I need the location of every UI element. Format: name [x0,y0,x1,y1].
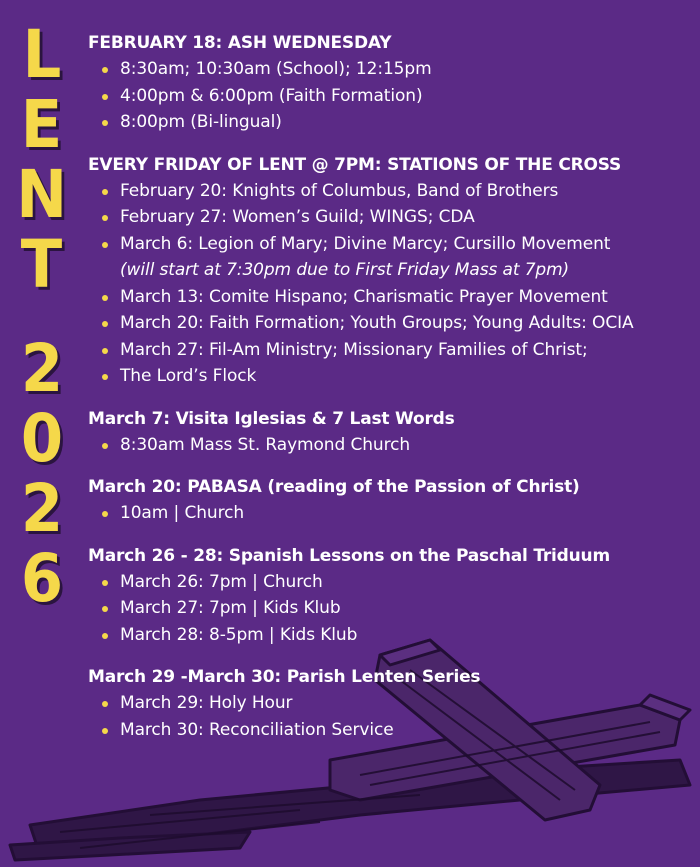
title-letter: N [16,156,68,233]
section-spanish-lessons [88,543,670,649]
title-letter: E [21,86,63,163]
item-list [88,690,670,743]
list-item-note: (will start at 7:30pm due to First Friday Mass at 7pm) [120,260,570,280]
list-item: 8:30am Mass St. Raymond Church [88,432,670,459]
title-letter: T [21,226,63,303]
section-heading: FEBRUARY 18: ASH WEDNESDAY [88,33,392,53]
section-heading: March 20: PABASA (reading of the Passion of Christ) [88,477,580,497]
list-item: March 27: Fil-Am Ministry; Missionary Families of Christ; [88,337,670,364]
item-list [88,500,670,527]
list-item: March 13: Comite Hispano; Charismatic Prayer Movement [88,284,670,311]
list-item: March 20: Faith Formation; Youth Groups; Young Adults: OCIA [88,310,670,337]
item-list [88,432,670,459]
list-item: March 28: 8-5pm | Kids Klub [88,622,670,649]
list-item: February 27: Women’s Guild; WINGS; CDA [88,204,670,231]
list-item [88,231,670,284]
section-pabasa [88,474,670,527]
list-item-text: March 6: Legion of Mary; Divine Marcy; Cursillo Movement [120,233,611,254]
item-list [88,178,670,390]
title-letter: 6 [20,540,64,617]
title-letter: L [22,16,62,93]
item-list [88,569,670,649]
list-item: 4:00pm & 6:00pm (Faith Formation) [88,83,670,110]
section-ash-wednesday [88,30,670,136]
title-letter: 2 [20,330,64,407]
lent-schedule [88,30,670,759]
section-stations-of-the-cross [88,152,670,390]
list-item: March 30: Reconciliation Service [88,717,670,744]
section-heading: EVERY FRIDAY OF LENT @ 7PM: STATIONS OF THE CROSS [88,154,622,175]
section-heading: March 26 - 28: Spanish Lessons on the Paschal Triduum [88,545,610,566]
side-title-lent-2026 [14,16,70,617]
item-list [88,56,670,136]
section-heading: March 29 -March 30: Parish Lenten Series [88,667,481,687]
list-item: The Lord’s Flock [88,363,670,390]
title-letter: 0 [20,400,64,477]
list-item: 10am | Church [88,500,670,527]
list-item: March 27: 7pm | Kids Klub [88,595,670,622]
list-item: March 29: Holy Hour [88,690,670,717]
list-item: 8:00pm (Bi-lingual) [88,109,670,136]
list-item: 8:30am; 10:30am (School); 12:15pm [88,56,670,83]
list-item: March 26: 7pm | Church [88,569,670,596]
title-letter: 2 [20,470,64,547]
list-item: February 20: Knights of Columbus, Band of Brothers [88,178,670,205]
section-parish-lenten-series [88,664,670,743]
section-heading: March 7: Visita Iglesias & 7 Last Words [88,408,455,429]
section-visita-iglesias [88,406,670,459]
